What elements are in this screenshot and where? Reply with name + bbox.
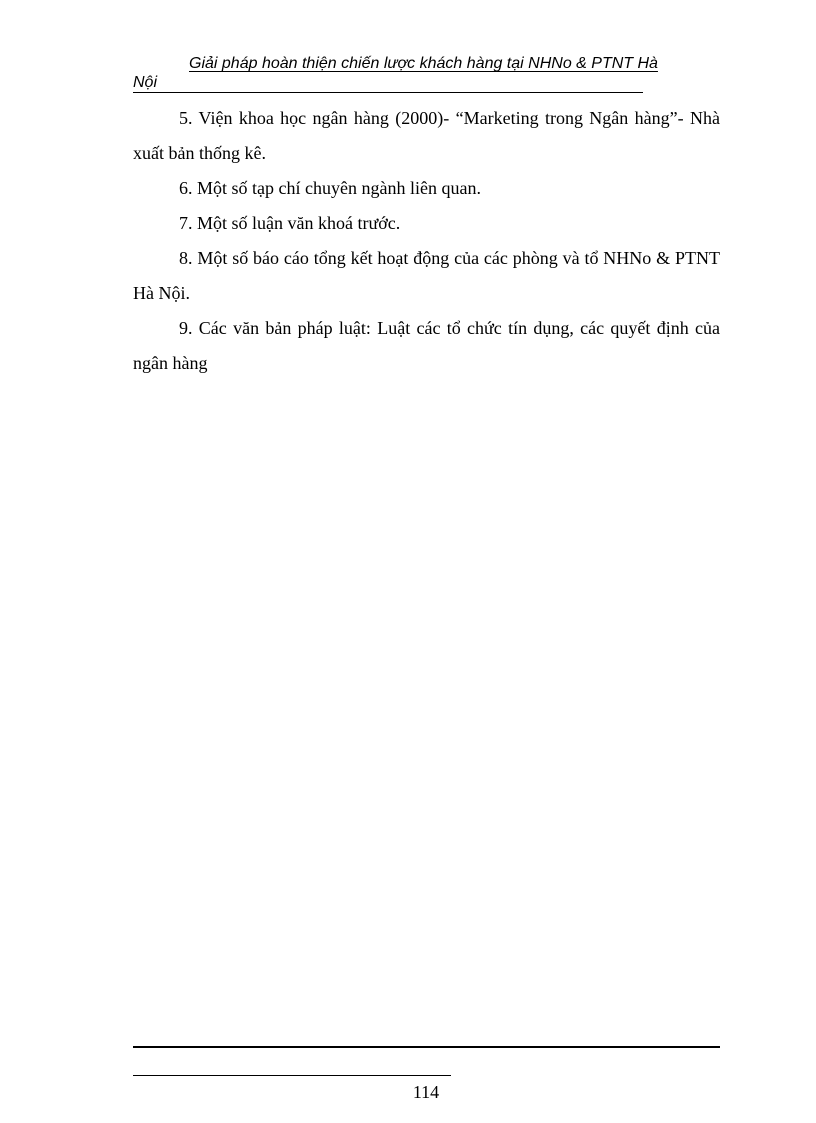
reference-item-5: 5. Viện khoa học ngân hàng (2000)- “Marketing trong Ngân hàng”- Nhà xuất bản thống kê.: [133, 108, 720, 163]
reference-list: [133, 101, 720, 381]
running-header: [133, 54, 699, 93]
reference-item-6: 6. Một số tạp chí chuyên ngành liên quan.: [179, 178, 481, 198]
reference-item-8: 8. Một số báo cáo tổng kết hoạt động của các phòng và tổ NHNo & PTNT Hà Nội.: [133, 248, 720, 303]
running-header-line-2-rule: [133, 73, 643, 93]
footer-divider: [133, 1046, 720, 1048]
page-number: 114: [412, 1082, 440, 1102]
running-header-line-1: Giải pháp hoàn thiện chiến lược khách hàng tại NHNo & PTNT Hà: [189, 55, 658, 72]
running-header-line-2: Nội: [133, 74, 158, 91]
reference-item-9: 9. Các văn bản pháp luật: Luật các tổ chức tín dụng, các quyết định của ngân hàng: [133, 318, 720, 373]
footer-short-divider: [133, 1075, 451, 1076]
reference-item-7: 7. Một số luận văn khoá trước.: [179, 213, 401, 233]
